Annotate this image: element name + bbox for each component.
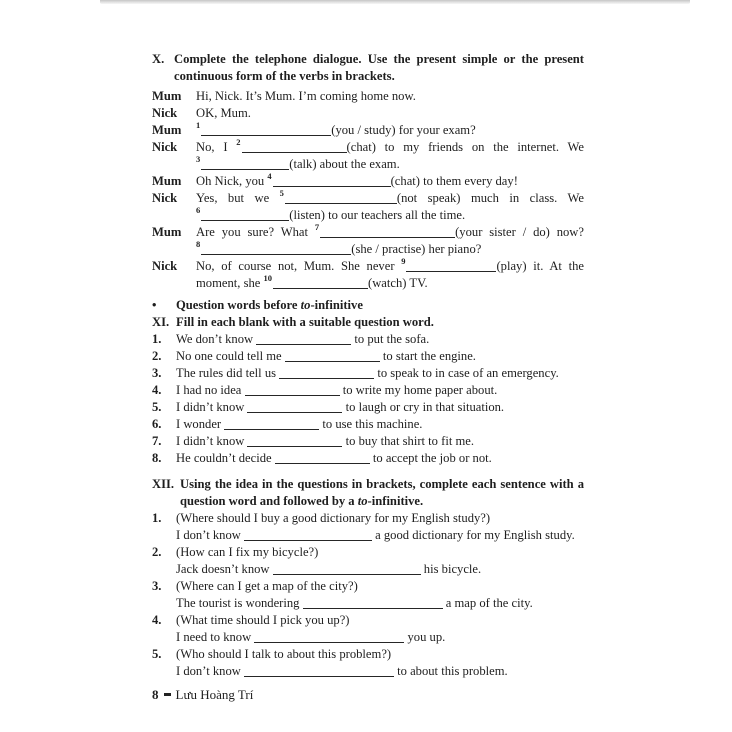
fill-in-blank	[254, 629, 404, 643]
fill-in-blank	[273, 561, 421, 575]
blank-number: 10	[263, 273, 273, 284]
xii-item-body	[176, 510, 584, 544]
xi-item-text: No one could tell me to start the engine.	[176, 349, 476, 363]
italic-text: to	[300, 298, 311, 312]
dialogue-line: No, I $^2$ (chat) to my friends on the internet. We	[196, 137, 584, 154]
xii-item-body	[176, 646, 584, 680]
blank-number: 4	[267, 171, 272, 182]
dialogue-speaker: Nick	[152, 259, 178, 273]
blank-number: 6	[196, 205, 201, 216]
dialogue-line: $^6$ (listen) to our teachers all the time.	[196, 205, 466, 222]
item-number: 4.	[152, 613, 162, 627]
item-number: 5.	[152, 400, 162, 414]
xii-item-answer: Jack doesn’t know his bicycle.	[176, 562, 482, 576]
xii-item-body	[176, 544, 584, 578]
exercise-x-heading	[152, 51, 584, 85]
xii-item-question: (How can I fix my bicycle?)	[176, 545, 319, 559]
blank-number: 2	[236, 137, 241, 148]
dialogue-text	[196, 224, 584, 258]
item-number: 2.	[152, 349, 162, 363]
dialogue-turn	[152, 190, 584, 224]
heading-line: Using the idea in the questions in brackets, complete each sentence with a	[180, 477, 584, 491]
xii-item	[152, 510, 584, 544]
dialogue-speaker: Nick	[152, 191, 178, 205]
xi-item-text: I had no idea to write my home paper about.	[176, 383, 498, 397]
fill-in-blank	[201, 156, 289, 170]
fill-in-blank	[279, 365, 374, 379]
blank-number: 3	[196, 154, 201, 165]
footer-author: Lưu Hoàng Trí	[175, 687, 254, 702]
dialogue-line: Yes, but we $^5$ (not speak) much in class. We	[196, 188, 584, 205]
dialogue-text	[196, 258, 584, 292]
xii-item-answer: The tourist is wondering a map of the city.	[176, 596, 533, 610]
page-content	[152, 51, 584, 680]
blank-number: 1	[196, 120, 201, 131]
xi-item	[152, 450, 584, 467]
exercise-x-label: X.	[152, 52, 165, 66]
fill-in-blank	[201, 207, 289, 221]
bullet-icon: •	[152, 298, 157, 312]
dialogue-line: $^3$ (talk) about the exam.	[196, 154, 400, 171]
dialogue-speaker: Mum	[152, 89, 182, 103]
xii-item-question: (What time should I pick you up?)	[176, 613, 350, 627]
item-number: 3.	[152, 366, 162, 380]
section-heading	[152, 297, 584, 314]
fill-in-blank	[244, 663, 394, 677]
xi-item	[152, 365, 584, 382]
dialogue-speaker: Mum	[152, 225, 182, 239]
page-edge-shadow	[100, 0, 690, 4]
xi-item-text: I didn’t know to laugh or cry in that situation.	[176, 400, 505, 414]
dialogue-text	[196, 105, 584, 122]
dialogue-turn	[152, 139, 584, 173]
xii-item	[152, 646, 584, 680]
xi-item	[152, 399, 584, 416]
dialogue-turn	[152, 173, 584, 190]
item-number: 4.	[152, 383, 162, 397]
dialogue-line: No, of course not, Mum. She never $^9$ (play) it. At the	[196, 256, 584, 273]
footer-separator	[164, 693, 171, 697]
fill-in-blank	[273, 275, 368, 289]
dialogue-line: $^8$ (she / practise) her piano?	[196, 239, 482, 256]
item-number: 7.	[152, 434, 162, 448]
exercise-xii-title	[180, 476, 584, 510]
fill-in-blank	[245, 382, 340, 396]
exercise-x-title	[174, 51, 584, 85]
fill-in-blank	[244, 527, 372, 541]
blank-number: 5	[279, 188, 284, 199]
fill-in-blank	[224, 416, 319, 430]
fill-in-blank	[285, 190, 397, 204]
blank-number: 9	[401, 256, 406, 267]
dialogue-text	[196, 173, 584, 190]
dialogue-speaker: Nick	[152, 140, 178, 154]
heading-line: question word and followed by a to-infinitive.	[180, 494, 424, 508]
fill-in-blank	[247, 433, 342, 447]
fill-in-blank	[303, 595, 443, 609]
xii-item-answer: I don’t know a good dictionary for my English study.	[176, 528, 575, 542]
xi-item-text: He couldn’t decide to accept the job or not.	[176, 451, 492, 465]
xii-item-body	[176, 612, 584, 646]
xii-item-question: (Where should I buy a good dictionary for my English study?)	[176, 511, 491, 525]
dialogue-line: Oh Nick, you $^4$ (chat) to them every day!	[196, 171, 518, 188]
dialogue-turn	[152, 224, 584, 258]
exercise-xi-label: XI.	[152, 315, 170, 329]
dialogue-text	[196, 139, 584, 173]
dialogue-line: $^1$ (you / study) for your exam?	[196, 120, 476, 137]
dialogue-speaker: Nick	[152, 106, 178, 120]
xii-item	[152, 578, 584, 612]
dialogue-turn	[152, 88, 584, 105]
xii-item-body	[176, 578, 584, 612]
fill-in-blank	[247, 399, 342, 413]
xi-item	[152, 331, 584, 348]
fill-in-blank	[406, 258, 496, 272]
dialogue-line: moment, she $^{10}$ (watch) TV.	[196, 273, 428, 290]
xii-item-question: (Where can I get a map of the city?)	[176, 579, 358, 593]
xii-item-answer: I need to know you up.	[176, 630, 446, 644]
dialogue-line: OK, Mum.	[196, 106, 251, 120]
item-number: 6.	[152, 417, 162, 431]
exercise-xi-items	[152, 331, 584, 467]
dialogue-speaker: Mum	[152, 174, 182, 188]
dialogue-text	[196, 190, 584, 224]
exercise-xii-items	[152, 510, 584, 680]
blank-number: 8	[196, 239, 201, 250]
section-heading-text: Question words before to-infinitive	[176, 298, 363, 312]
xi-item-text: The rules did tell us to speak to in case of an emergency.	[176, 366, 559, 380]
item-number: 5.	[152, 647, 162, 661]
item-number: 1.	[152, 332, 162, 346]
fill-in-blank	[201, 122, 331, 136]
dialogue-turn	[152, 258, 584, 292]
xii-item	[152, 544, 584, 578]
dialogue-line: Hi, Nick. It’s Mum. I’m coming home now.	[196, 89, 416, 103]
item-number: 1.	[152, 511, 162, 525]
dialogue-speaker: Mum	[152, 123, 182, 137]
xii-item-question: (Who should I talk to about this problem?)	[176, 647, 392, 661]
xii-item-answer: I don’t know to about this problem.	[176, 664, 508, 678]
blank-number: 7	[314, 222, 320, 233]
item-number: 2.	[152, 545, 162, 559]
exercise-xi-title: Fill in each blank with a suitable question word.	[176, 315, 434, 329]
fill-in-blank	[273, 173, 391, 187]
fill-in-blank	[320, 224, 455, 238]
fill-in-blank	[285, 348, 380, 362]
page-footer	[152, 686, 253, 703]
fill-in-blank	[256, 331, 351, 345]
dialogue-text	[196, 88, 584, 105]
exercise-xii-label: XII.	[152, 477, 175, 491]
xii-item	[152, 612, 584, 646]
fill-in-blank	[201, 241, 351, 255]
dialogue-line: Are you sure? What $^7$ (your sister / do) now?	[196, 222, 584, 239]
xi-item-text: I didn’t know to buy that shirt to fit me.	[176, 434, 475, 448]
fill-in-blank	[242, 139, 347, 153]
heading-line: Complete the telephone dialogue. Use the present simple or the present	[174, 52, 584, 66]
heading-line: continuous form of the verbs in brackets.	[174, 69, 395, 83]
item-number: 3.	[152, 579, 162, 593]
item-number: 8.	[152, 451, 162, 465]
fill-in-blank	[275, 450, 370, 464]
exercise-xi-heading	[152, 314, 584, 331]
xi-item	[152, 416, 584, 433]
dialogue-turn	[152, 122, 584, 139]
italic-text: to	[357, 494, 368, 508]
xi-item	[152, 348, 584, 365]
page-number: 8	[152, 687, 159, 702]
xi-item	[152, 433, 584, 450]
xi-item	[152, 382, 584, 399]
dialogue-turn	[152, 105, 584, 122]
xi-item-text: I wonder to use this machine.	[176, 417, 423, 431]
telephone-dialogue	[152, 88, 584, 292]
exercise-xii-heading	[152, 476, 584, 510]
xi-item-text: We don’t know to put the sofa.	[176, 332, 430, 346]
dialogue-text	[196, 122, 584, 139]
